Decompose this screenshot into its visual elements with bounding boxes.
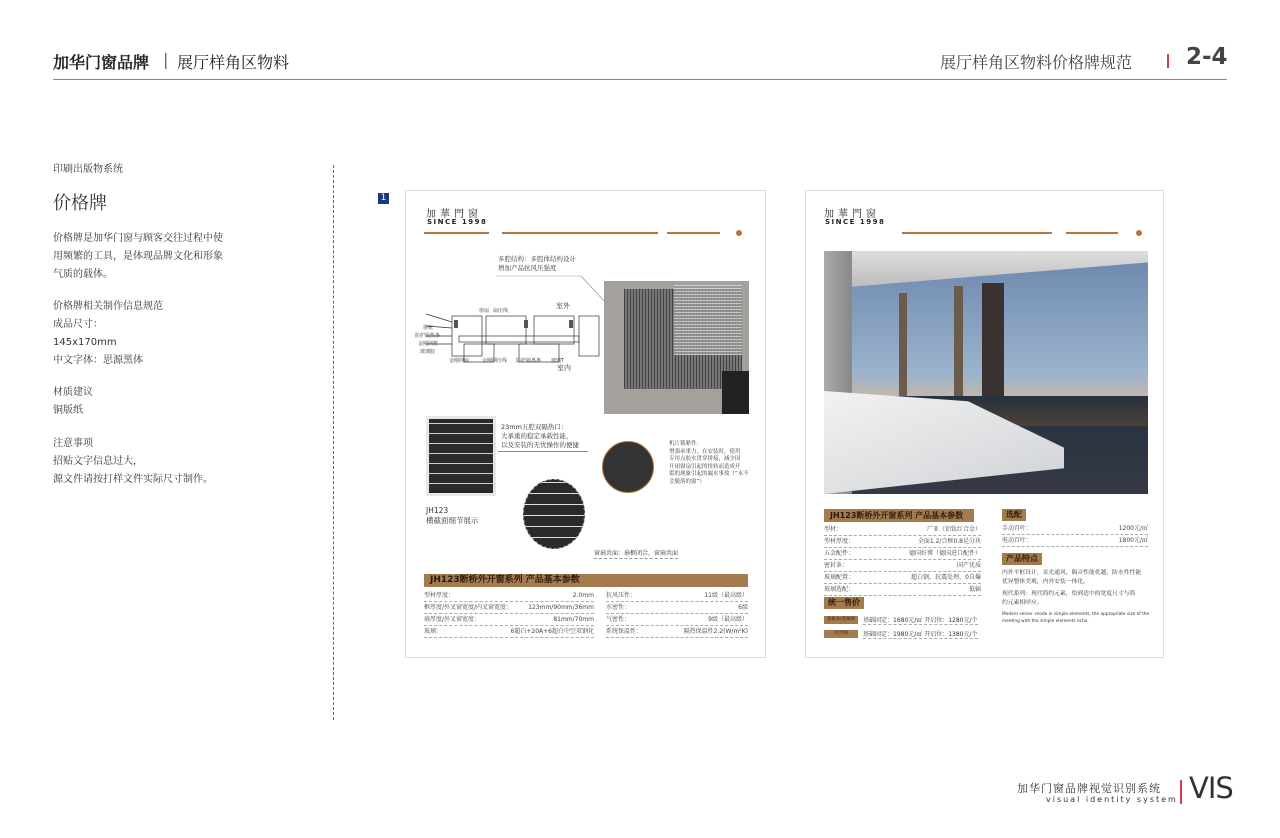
cell-value: 2.0mm — [572, 592, 594, 599]
note-line: 机片锁紧件： — [669, 441, 703, 447]
header-rule — [53, 79, 1227, 80]
table-row — [824, 572, 981, 584]
red-divider — [1167, 54, 1169, 68]
spec-text — [53, 298, 163, 370]
text-line: 招贴文字信息过大， — [53, 456, 143, 467]
feature-line: 优异整体美观，内外安装一体化。 — [1002, 579, 1089, 585]
cell-label: 型材： — [824, 526, 843, 533]
header-separator: | — [163, 50, 169, 69]
spec-table — [424, 590, 748, 638]
cell-label: 系统保温性： — [606, 628, 643, 635]
cell-value: 123mm/90mm/36mm — [528, 604, 594, 611]
note-line: 大承重的稳定承载性能， — [501, 432, 573, 440]
label: 扇压线 — [493, 308, 509, 314]
cell-label: 抗风压性： — [606, 592, 637, 599]
cell-value: 11级（最高级） — [704, 592, 748, 599]
spec-table — [824, 524, 981, 596]
table-row — [824, 536, 981, 548]
price-tag: 金属本/金属网 — [824, 616, 858, 624]
option-label: 手动百叶： — [1002, 525, 1033, 532]
price-card-diagram — [405, 190, 766, 658]
window-corner-render — [604, 281, 749, 414]
note-line: 多腔结构：多腔体结构设计 — [498, 255, 576, 263]
cell-value: 超白钢，抗震处理，0自爆 — [911, 574, 981, 581]
logo-since: SINCE 1998 — [427, 218, 488, 226]
label: 防护隔离条 — [516, 358, 542, 364]
table-row — [606, 602, 748, 614]
label: 玻璃胶 — [420, 349, 436, 355]
section-title: 展厅样角区物料 — [177, 53, 290, 72]
note-line: 以及安装的无忧操作的便捷 — [501, 441, 579, 449]
text-line: 价格牌相关制作信息规范 — [53, 301, 163, 312]
cell-label: 水密性： — [606, 604, 631, 611]
model-name: JH123 — [426, 506, 449, 515]
note-line: 23mm五腔双隔热口： — [501, 423, 568, 431]
option-row — [1002, 523, 1148, 535]
annotation-lock — [669, 441, 749, 486]
cell-label: 型材厚度： — [424, 592, 455, 599]
price-text: 基础固定：1980元/㎡ 开启位：1380元/个 — [863, 631, 978, 638]
text-line: 中文字体：思源黑体 — [53, 355, 143, 366]
table-row — [424, 626, 594, 638]
page-number: 2-4 — [1186, 44, 1228, 70]
note-line: 会脱落的窗”） — [669, 478, 705, 485]
table-row — [424, 602, 594, 614]
table-row — [824, 560, 981, 572]
cell-label: 扇厚度/外叉窗宽度： — [424, 616, 481, 623]
price-row — [824, 613, 978, 627]
material-text — [53, 384, 93, 420]
cell-value: 81mm/70mm — [553, 616, 594, 623]
table-row — [424, 614, 594, 626]
note-line: 开闭窗扇引起的扭转而造成开 — [669, 463, 741, 470]
text-line: 材质建议 — [53, 387, 93, 398]
notes-text — [53, 435, 213, 489]
price-row — [824, 627, 978, 641]
options-title: 选配 — [1002, 509, 1026, 521]
logo-since: SINCE 1998 — [825, 218, 886, 226]
cell-value: 国产优质 — [956, 562, 981, 569]
cell-value: 6级 — [738, 604, 748, 611]
note-line: 专用点胶水贯穿拼接，减少因 — [669, 456, 741, 462]
text-line: 价格牌是加华门窗与顾客交往过程中使 — [53, 233, 223, 244]
annotation-coplanar: 窗扇共面：扇框闭合，窗扇共面 — [594, 550, 679, 557]
label: 防护隔热条 — [415, 333, 441, 339]
table-row — [824, 524, 981, 536]
mesh-highlight — [674, 285, 742, 355]
cell-value: 全面1.2/合框0.8是分块 — [917, 538, 981, 545]
features-title: 产品特点 — [1002, 553, 1042, 565]
logo-chinese: 加華門窗 — [824, 209, 880, 220]
cell-value: 德国好博（德国进口配件） — [908, 550, 981, 557]
feature-line: 内外平框设计，采光通风，隔音性能优越，防水性性能 — [1002, 570, 1142, 576]
label: 金刚网扇 — [449, 358, 470, 364]
showroom-photo — [824, 251, 1148, 494]
leader — [498, 451, 588, 452]
price-tag: 层空网 — [824, 630, 858, 638]
detail-circle-sash — [523, 479, 585, 549]
text-line: 源文件请按打样文件实际尺寸制作。 — [53, 474, 213, 485]
price-title: 统一售价 — [824, 597, 864, 609]
table-row — [824, 584, 981, 596]
cell-value: 隔热保温性2.2(W/m²K) — [683, 628, 748, 635]
label-inside: 室内 — [557, 364, 571, 372]
cell-label: 玻璃配置： — [824, 574, 855, 581]
text-line: 注意事项 — [53, 438, 93, 449]
cell-value: 广亚（铝钛红合金） — [926, 526, 981, 533]
table-row — [824, 548, 981, 560]
cell-value: 6超白+20A+6超白中空双钢化 — [510, 628, 594, 635]
text-line: 气质的载体。 — [53, 269, 113, 280]
label-outside: 室外 — [556, 302, 570, 310]
cell-value: 9级（最高级） — [708, 616, 748, 623]
features-text — [1002, 569, 1149, 625]
cell-label: 型材厚度： — [824, 538, 855, 545]
table-row — [606, 614, 748, 626]
cell-label: 框厚度/外叉窗宽度/内叉窗宽度： — [424, 604, 513, 611]
model-caption — [426, 506, 479, 526]
annotation-cavity — [501, 423, 579, 450]
option-price: 1800元/㎡ — [1118, 537, 1148, 544]
text-line: 铜版纸 — [53, 405, 83, 416]
rule — [902, 232, 1052, 234]
intro-text — [53, 230, 223, 284]
profile-schematic — [424, 296, 604, 386]
table-row — [424, 590, 594, 602]
dashed-divider — [333, 165, 334, 720]
label: 窗扇 — [479, 308, 490, 314]
note-line: 增强承重力，在安装时，使用 — [669, 448, 741, 455]
text-line: 145x170mm — [53, 337, 117, 348]
logo-chinese: 加華門窗 — [426, 209, 482, 220]
table-row — [606, 590, 748, 602]
figure-marker: 1 — [378, 193, 389, 204]
cross-section-photo — [426, 416, 496, 496]
detail-circle-lock — [602, 441, 654, 493]
text-line: 用频繁的工具，是体现品牌文化和形象 — [53, 251, 223, 262]
section-heading: 价格牌 — [53, 193, 107, 214]
label: 窗框 — [423, 325, 434, 331]
cross-section — [429, 419, 493, 493]
brand-title: 加华门窗品牌 — [53, 53, 150, 72]
text-line: 成品尺寸： — [53, 319, 103, 330]
category-label: 印刷出版物系统 — [53, 164, 123, 175]
footer-red-divider — [1180, 780, 1182, 804]
option-row — [1002, 535, 1148, 547]
label: 金刚网压线 — [482, 358, 508, 364]
spec-table-title: JH123断桥外开窗系列 产品基本参数 — [424, 574, 748, 587]
spec-table-title: JH123断桥外开窗系列 产品基本参数 — [824, 509, 974, 522]
note-line: 增加产品抗风压强度 — [498, 264, 557, 272]
label: 金刚网框 — [418, 341, 439, 347]
feature-line: 约元素相呼应。 — [1002, 600, 1043, 606]
price-card-photo — [805, 190, 1164, 658]
rule — [1066, 232, 1118, 234]
table-row — [606, 626, 748, 638]
footer-system-en: visual identity system — [1046, 795, 1178, 804]
rule-dot — [1136, 230, 1142, 236]
footer-system-cn: 加华门窗品牌视觉识别系统 — [1017, 782, 1161, 795]
feature-en-line: Modern series: mode in simple elements, the appropriate size of the — [1002, 612, 1150, 617]
option-price: 1200元/㎡ — [1118, 525, 1148, 532]
cell-value: 低辐 — [968, 586, 981, 593]
footer-vis: VIS — [1189, 771, 1233, 805]
cell-label: 五金配件： — [824, 550, 855, 557]
price-list — [824, 613, 978, 641]
cell-label: 密封条： — [824, 562, 849, 569]
spec-title: 展厅样角区物料价格牌规范 — [940, 53, 1133, 72]
feature-line: 现代系列：现代简约元素，恰到适中的宽度尺寸与简 — [1002, 591, 1136, 597]
label: 玻璃T — [551, 358, 565, 364]
cell-label: 玻璃： — [424, 628, 443, 635]
cell-label: 气密性： — [606, 616, 631, 623]
price-text: 基础固定：1680元/㎡ 开启位：1280元/个 — [863, 617, 978, 624]
cell-label: 玻璃选配： — [824, 586, 855, 593]
option-label: 电动百叶： — [1002, 537, 1033, 544]
options-table — [1002, 523, 1148, 547]
feature-en-line: meeting with the simple elements echo. — [1002, 619, 1089, 624]
model-desc: 横截面细节展示 — [426, 516, 479, 525]
profile-section — [722, 371, 749, 414]
note-line: 裂的现象引起的漏水事故（“永不 — [669, 471, 749, 477]
